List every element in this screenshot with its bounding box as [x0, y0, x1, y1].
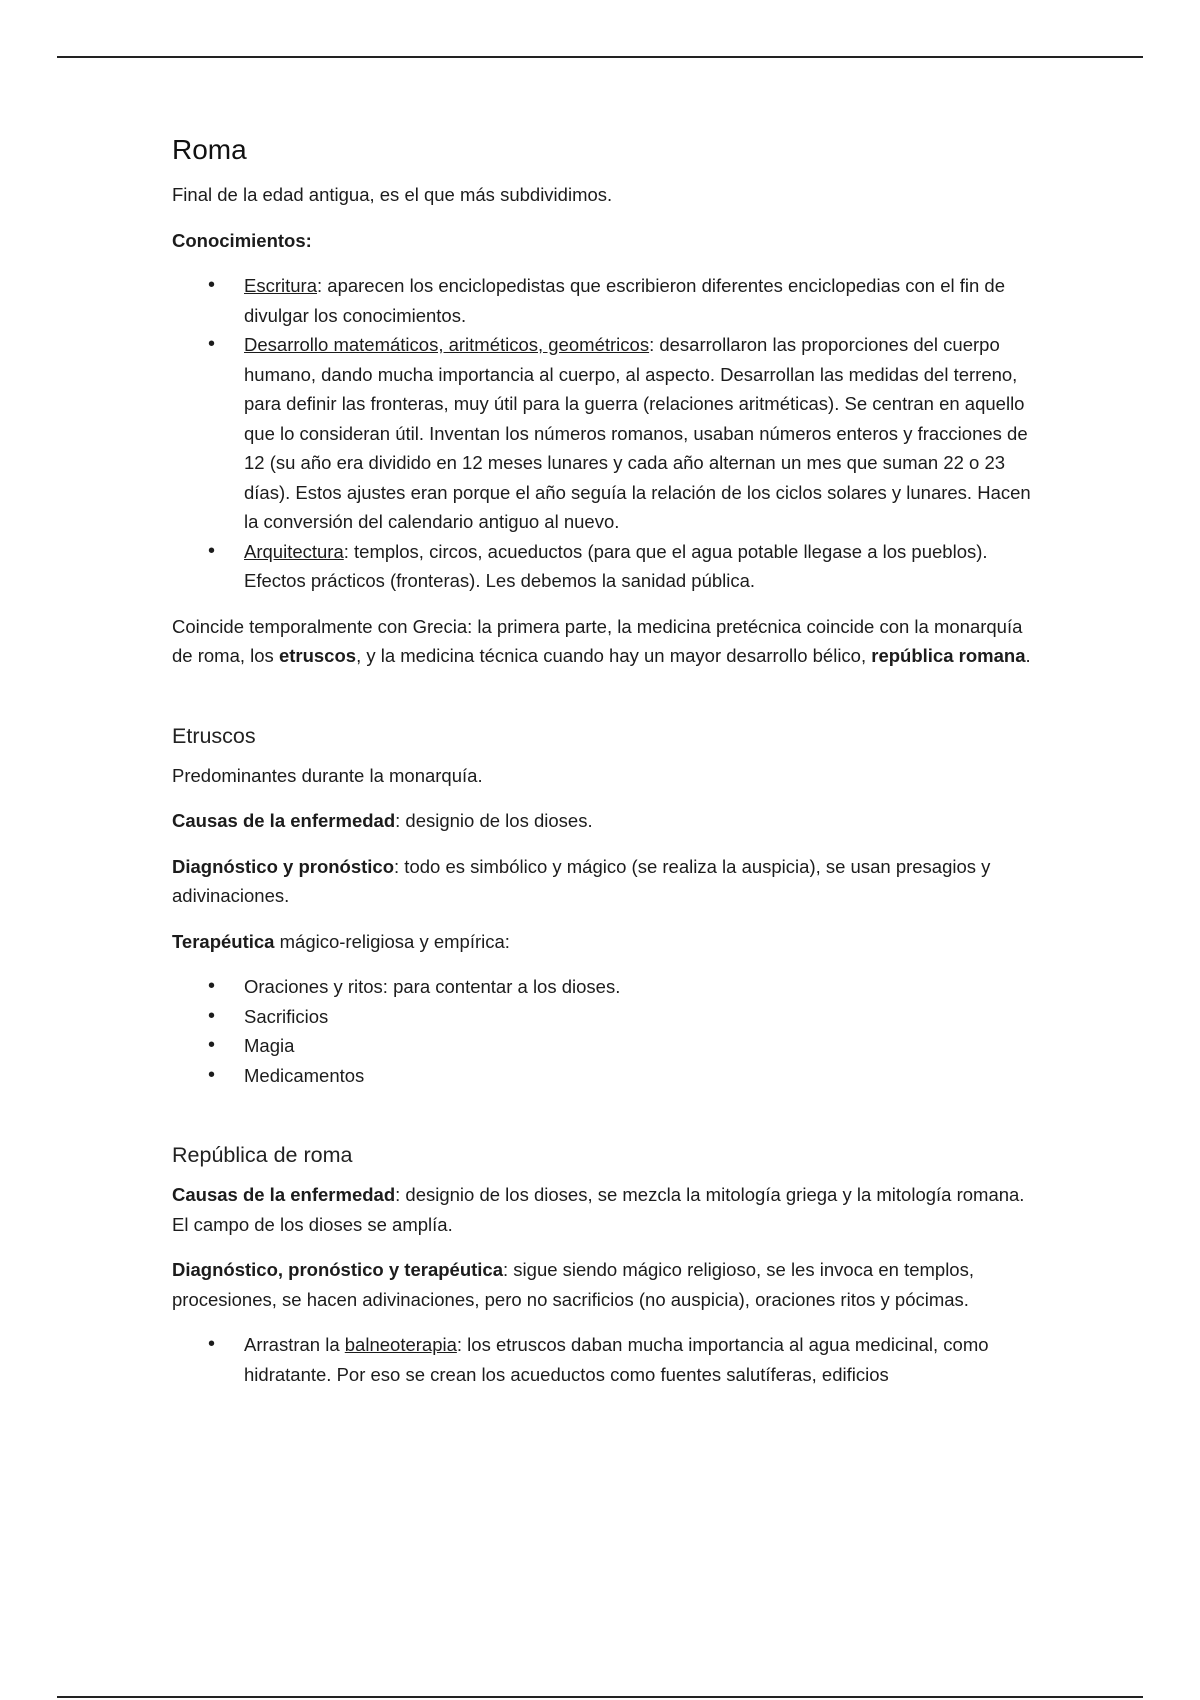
etruscos-tera-text: mágico-religiosa y empírica: [274, 930, 510, 952]
list-item-term: Arquitectura [244, 540, 344, 562]
republica-diagnostico [172, 1255, 1044, 1314]
etruscos-causas [172, 806, 1044, 836]
roma-intro: Final de la edad antigua, es el que más subdividimos. [172, 184, 613, 205]
section-title-etruscos: Etruscos [172, 723, 256, 748]
list-item [244, 1330, 1044, 1389]
etruscos-diag-text: : todo es simbólico y mágico (se realiza la auspicia), se usan presagios y adivinaciones. [172, 855, 991, 906]
republica-causas-text: : designio de los dioses, se mezcla la mitología griega y la mitología romana. El campo de los dioses se amplía. [172, 1184, 1025, 1235]
list-item: • Magia [244, 1031, 1044, 1061]
coincide-paragraph [172, 612, 1044, 671]
list-item-term: Desarrollo matemáticos, aritméticos, geométricos [244, 334, 650, 355]
list-item: • Oraciones y ritos: para contentar a los dioses. [244, 972, 1044, 1002]
republica-diag-text: : sigue siendo mágico religioso, se les invoca en templos, procesiones, se hacen adivinaciones, pero no sacrificios (no auspicia), oraciones ritos y pócimas. [172, 1259, 974, 1310]
coincide-text-2: , y la medicina técnica cuando hay un mayor desarrollo bélico, [356, 645, 872, 666]
top-rule [57, 56, 1143, 58]
section-gap [172, 687, 1044, 721]
document-page [172, 132, 1044, 1405]
coincide-bold-republica: república romana [871, 645, 1026, 666]
etruscos-diagnostico [172, 852, 1044, 911]
etruscos-intro: Predominantes durante la monarquía. [172, 764, 483, 786]
etruscos-tera-label: Terapéutica [172, 930, 275, 952]
list-item-text: : aparecen los enciclopedistas que escribieron diferentes enciclopedias con el fin de divulgar los conocimientos. [244, 275, 1006, 326]
republica-causas-label: Causas de la enfermedad [172, 1184, 396, 1205]
etruscos-diag-label: Diagnóstico y pronóstico [172, 855, 395, 877]
etruscos-causas-label: Causas de la enfermedad [172, 810, 396, 831]
conocimientos-list [172, 271, 1044, 596]
list-item-pre: Arrastran la [244, 1334, 345, 1355]
list-item [244, 537, 1044, 596]
conocimientos-bold: Conocimientos: [172, 229, 312, 251]
section-title-roma: Roma [172, 134, 247, 165]
list-item-term: Escritura [244, 275, 317, 296]
list-item [244, 330, 1044, 537]
list-item-term: balneoterapia [344, 1334, 457, 1355]
coincide-bold-etruscos: etruscos [278, 645, 357, 666]
list-item: • Medicamentos [244, 1061, 1044, 1091]
etruscos-causas-text: : designio de los dioses. [395, 810, 593, 831]
terapeutica-list [172, 972, 1044, 1090]
list-item-text: : los etruscos daban mucha importancia al agua medicinal, como hidratante. Por eso se crean los acueductos como fuentes salutíferas, edificios [244, 1334, 989, 1385]
coincide-text-3: . [1025, 645, 1031, 666]
bottom-rule [57, 1696, 1143, 1698]
list-item [244, 271, 1044, 330]
republica-causas [172, 1180, 1044, 1239]
list-item-text: : desarrollaron las proporciones del cuerpo humano, dando mucha importancia al cuerpo, al aspecto. Desarrollan las medidas del terreno, para definir las fronteras, muy útil para la guerra (relaciones aritméticas). Se centran en aquello que lo consideran útil. Inventan los números romanos, usaban números enteros y fracciones de 12 (su año era dividido en 12 meses lunares y cada año alternan un mes que suman 22 o 23 días). Estos ajustes eran porque el año seguía la relación de los ciclos solares y lunares. Hacen la conversión del calendario antiguo al nuevo. [244, 334, 1031, 532]
section-title-republica: República de roma [172, 1143, 353, 1167]
list-item: • Sacrificios [244, 1002, 1044, 1032]
etruscos-terapeutica [172, 927, 1044, 957]
republica-list [172, 1330, 1044, 1389]
conocimientos-label [172, 226, 1044, 256]
list-item-text: : templos, circos, acueductos (para que el agua potable llegase a los pueblos). Efectos prácticos (fronteras). Les debemos la sanidad pública. [244, 540, 988, 591]
coincide-text-1: Coincide temporalmente con Grecia: la primera parte, la medicina pretécnica coincide con la monarquía de roma, los [172, 615, 1023, 666]
section-gap [172, 1106, 1044, 1140]
republica-diag-label: Diagnóstico, pronóstico y terapéutica [172, 1259, 504, 1280]
